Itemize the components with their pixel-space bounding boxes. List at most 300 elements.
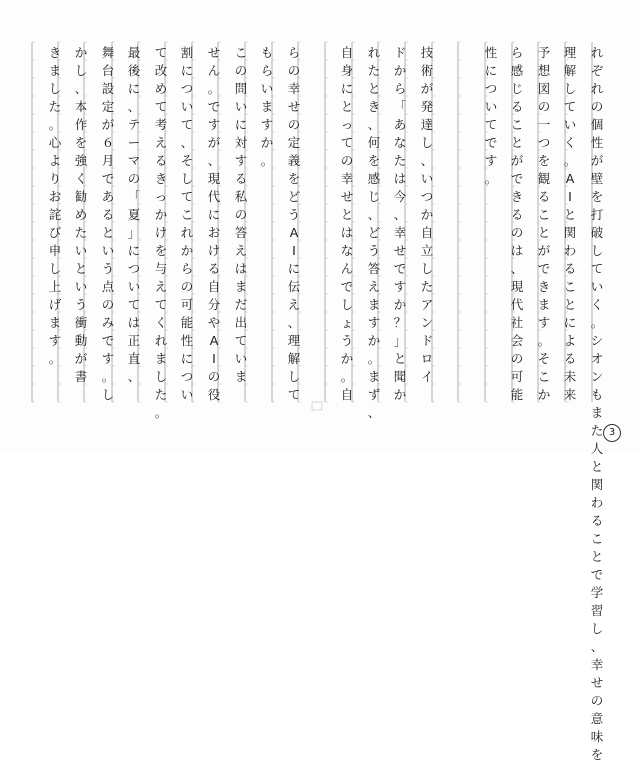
manuscript-character: ど	[287, 189, 301, 204]
manuscript-character: 役	[207, 387, 221, 402]
manuscript-character: る	[537, 189, 551, 204]
manuscript-character: や	[207, 315, 221, 330]
manuscript-character: し	[180, 171, 194, 186]
manuscript-character: ま	[537, 297, 551, 312]
manuscript-character: し	[590, 243, 604, 258]
manuscript-character: た	[74, 225, 88, 240]
manuscript-character: 。	[590, 315, 604, 330]
manuscript-character: ま	[48, 63, 62, 78]
manuscript-character: が	[420, 81, 434, 96]
manuscript-character: の	[287, 117, 301, 132]
manuscript-character: わ	[563, 243, 577, 258]
manuscript-character: 性	[484, 45, 498, 60]
manuscript-character: つ	[537, 135, 551, 150]
manuscript-character: い	[420, 171, 434, 186]
manuscript-character: 壁	[590, 171, 604, 186]
manuscript-character: す	[537, 315, 551, 330]
manuscript-character: た	[367, 63, 381, 78]
manuscript-character: て	[127, 297, 141, 312]
manuscript-character: っ	[154, 189, 168, 204]
manuscript-character: 想	[537, 63, 551, 78]
manuscript-character: I	[212, 351, 216, 366]
manuscript-character: 、	[207, 153, 221, 168]
manuscript-character: し	[154, 369, 168, 384]
manuscript-character: の	[590, 99, 604, 114]
manuscript-character: か	[180, 243, 194, 258]
manuscript-column	[561, 44, 579, 404]
manuscript-character: 、	[420, 153, 434, 168]
manuscript-character: く	[563, 135, 577, 150]
manuscript-character: 動	[74, 333, 88, 348]
manuscript-column	[232, 44, 250, 386]
manuscript-column	[99, 44, 117, 404]
manuscript-character: で	[590, 567, 604, 582]
manuscript-character: A	[565, 171, 575, 186]
manuscript-character: の	[510, 225, 524, 240]
manuscript-character: こ	[563, 279, 577, 294]
manuscript-character: 割	[180, 45, 194, 60]
manuscript-character: の	[101, 297, 115, 312]
manuscript-character: ６	[101, 135, 115, 150]
manuscript-character: 技	[420, 45, 434, 60]
manuscript-character: て	[154, 45, 168, 60]
manuscript-character: こ	[180, 207, 194, 222]
manuscript-character: 「	[393, 99, 407, 114]
manuscript-character: 答	[367, 261, 381, 276]
manuscript-character: を	[74, 135, 88, 150]
manuscript-character: を	[590, 747, 604, 762]
manuscript-character: の	[340, 153, 354, 168]
manuscript-character: 今	[393, 189, 407, 204]
manuscript-character: 。	[484, 171, 498, 186]
manuscript-character: て	[484, 117, 498, 132]
manuscript-character: の	[510, 351, 524, 366]
manuscript-character: 」	[393, 333, 407, 348]
manuscript-character: I	[568, 189, 572, 204]
manuscript-character: て	[180, 117, 194, 132]
manuscript-character: 感	[367, 171, 381, 186]
manuscript-character: い	[590, 279, 604, 294]
manuscript-character: 。	[207, 81, 221, 96]
manuscript-character: す	[101, 351, 115, 366]
manuscript-character: A	[289, 225, 299, 240]
manuscript-character: で	[537, 261, 551, 276]
manuscript-character: く	[154, 315, 168, 330]
manuscript-character: す	[260, 117, 274, 132]
manuscript-character: 本	[74, 99, 88, 114]
manuscript-character: る	[234, 171, 248, 186]
manuscript-character: い	[563, 117, 577, 132]
manuscript-character: と	[590, 459, 604, 474]
manuscript-character: て	[154, 297, 168, 312]
manuscript-character: う	[101, 261, 115, 276]
manuscript-column	[508, 44, 526, 404]
manuscript-character: ま	[154, 351, 168, 366]
manuscript-character: は	[393, 171, 407, 186]
manuscript-character: 理	[563, 45, 577, 60]
manuscript-character: 申	[48, 243, 62, 258]
manuscript-character: 図	[537, 81, 551, 96]
manuscript-character: 幸	[393, 225, 407, 240]
manuscript-character: て	[154, 99, 168, 114]
manuscript-character: が	[537, 243, 551, 258]
manuscript-character: 直	[127, 351, 141, 366]
manuscript-character: は	[127, 315, 141, 330]
manuscript-character: か	[74, 45, 88, 60]
manuscript-character: 月	[101, 153, 115, 168]
manuscript-character: と	[590, 549, 604, 564]
manuscript-character: に	[287, 261, 301, 276]
manuscript-character: 、	[287, 315, 301, 330]
manuscript-character: 幸	[340, 171, 354, 186]
manuscript-character: 、	[127, 99, 141, 114]
manuscript-character: ぞ	[590, 63, 604, 78]
manuscript-character: ド	[393, 45, 407, 60]
manuscript-character: い	[484, 99, 498, 114]
manuscript-character: み	[101, 315, 115, 330]
manuscript-character: そ	[180, 153, 194, 168]
manuscript-character: ず	[367, 387, 381, 402]
manuscript-character: た	[590, 423, 604, 438]
manuscript-character: こ	[537, 207, 551, 222]
manuscript-character: を	[590, 189, 604, 204]
manuscript-character: 舞	[101, 45, 115, 60]
manuscript-character: 達	[420, 117, 434, 132]
manuscript-character: め	[154, 81, 168, 96]
manuscript-character: の	[127, 171, 141, 186]
manuscript-character: 答	[234, 225, 248, 240]
manuscript-character: の	[537, 99, 551, 114]
manuscript-character: き	[48, 45, 62, 60]
manuscript-character: 、	[74, 81, 88, 96]
manuscript-character: で	[101, 171, 115, 186]
manuscript-character: ど	[367, 225, 381, 240]
manuscript-character: 」	[127, 225, 141, 240]
manuscript-character: 、	[393, 207, 407, 222]
manuscript-character: で	[340, 279, 354, 294]
center-mark	[312, 402, 322, 410]
manuscript-character: 性	[180, 333, 194, 348]
manuscript-character: を	[367, 153, 381, 168]
manuscript-character: ら	[393, 81, 407, 96]
manuscript-character: 自	[420, 225, 434, 240]
manuscript-character: に	[127, 81, 141, 96]
manuscript-character: は	[234, 261, 248, 276]
manuscript-character: こ	[510, 117, 524, 132]
manuscript-character: テ	[127, 117, 141, 132]
manuscript-character: 関	[590, 477, 604, 492]
manuscript-character: 解	[287, 351, 301, 366]
manuscript-character: と	[563, 207, 577, 222]
manuscript-character: し	[563, 81, 577, 96]
manuscript-character: よ	[48, 153, 62, 168]
manuscript-character: 未	[563, 369, 577, 384]
manuscript-character: わ	[590, 495, 604, 510]
manuscript-character: こ	[590, 531, 604, 546]
manuscript-character: 。	[154, 405, 168, 420]
manuscript-column	[258, 44, 276, 170]
manuscript-character: 解	[563, 63, 577, 78]
manuscript-character: 夏	[127, 207, 141, 222]
manuscript-character: し	[101, 387, 115, 402]
manuscript-character: れ	[154, 333, 168, 348]
manuscript-character: に	[234, 117, 248, 132]
manuscript-character: こ	[537, 369, 551, 384]
manuscript-character: 伝	[287, 279, 301, 294]
manuscript-character: る	[510, 99, 524, 114]
manuscript-character: す	[207, 117, 221, 132]
manuscript-column	[535, 44, 553, 404]
manuscript-character: せ	[340, 189, 354, 204]
manuscript-character: め	[74, 207, 88, 222]
manuscript-character: 考	[154, 117, 168, 132]
manuscript-character: 関	[563, 225, 577, 240]
manuscript-character: が	[74, 351, 88, 366]
manuscript-character: て	[287, 387, 301, 402]
manuscript-character: 味	[590, 729, 604, 744]
manuscript-character: と	[393, 351, 407, 366]
manuscript-character: り	[48, 171, 62, 186]
manuscript-column	[588, 44, 606, 764]
manuscript-character: ン	[420, 315, 434, 330]
manuscript-character: ら	[287, 45, 301, 60]
manuscript-character: 発	[420, 99, 434, 114]
manuscript-character: 代	[510, 297, 524, 312]
manuscript-character: け	[207, 243, 221, 258]
manuscript-character: ま	[367, 297, 381, 312]
manuscript-character: か	[420, 207, 434, 222]
manuscript-character: か	[154, 207, 168, 222]
manuscript-character: の	[590, 693, 604, 708]
manuscript-character: ー	[127, 135, 141, 150]
manuscript-character: 打	[590, 207, 604, 222]
manuscript-character: い	[180, 99, 194, 114]
manuscript-character: き	[154, 171, 168, 186]
manuscript-character: る	[510, 207, 524, 222]
manuscript-character: 私	[234, 189, 248, 204]
manuscript-character: れ	[590, 45, 604, 60]
manuscript-column	[391, 44, 409, 404]
manuscript-character: つ	[180, 81, 194, 96]
manuscript-character: で	[393, 261, 407, 276]
manuscript-character: て	[340, 135, 354, 150]
manuscript-character: 立	[420, 243, 434, 258]
manuscript-character: じ	[367, 189, 381, 204]
manuscript-character: 。	[537, 333, 551, 348]
manuscript-character: 自	[207, 279, 221, 294]
manuscript-character: る	[154, 153, 168, 168]
manuscript-character: 分	[207, 297, 221, 312]
manuscript-character: 、	[367, 207, 381, 222]
manuscript-column	[285, 44, 303, 404]
manuscript-character: し	[420, 135, 434, 150]
manuscript-character: 問	[234, 81, 248, 96]
manuscript-character: 破	[590, 225, 604, 240]
manuscript-character: ま	[48, 315, 62, 330]
manuscript-character: 理	[287, 333, 301, 348]
manuscript-character: す	[48, 333, 62, 348]
manuscript-character: 性	[590, 135, 604, 150]
manuscript-character: 強	[74, 153, 88, 168]
manuscript-character: と	[367, 81, 381, 96]
manuscript-character: 詫	[48, 207, 62, 222]
manuscript-character: に	[484, 63, 498, 78]
manuscript-character: い	[234, 99, 248, 114]
manuscript-character: と	[101, 225, 115, 240]
manuscript-character: た	[420, 279, 434, 294]
manuscript-character: ロ	[420, 351, 434, 366]
manuscript-character: 。	[340, 369, 354, 384]
manuscript-character: う	[74, 297, 88, 312]
manuscript-character: ら	[510, 45, 524, 60]
manuscript-character: 定	[101, 99, 115, 114]
manuscript-character: す	[234, 153, 248, 168]
manuscript-character: に	[180, 351, 194, 366]
manuscript-character: ょ	[340, 315, 354, 330]
manuscript-character: 上	[48, 279, 62, 294]
manuscript-character: き	[510, 189, 524, 204]
manuscript-character: な	[340, 243, 354, 258]
manuscript-character: え	[154, 135, 168, 150]
manuscript-character: し	[590, 621, 604, 636]
manuscript-character: 勧	[74, 189, 88, 204]
manuscript-character: て	[590, 261, 604, 276]
manuscript-character: 対	[234, 135, 248, 150]
manuscript-character: 後	[127, 63, 141, 78]
manuscript-character: 。	[48, 117, 62, 132]
manuscript-column	[482, 44, 500, 188]
manuscript-character: 人	[590, 441, 604, 456]
manuscript-character: 意	[590, 711, 604, 726]
manuscript-character: 設	[101, 81, 115, 96]
manuscript-character: 。	[260, 153, 274, 168]
manuscript-character: て	[563, 99, 577, 114]
manuscript-character: せ	[393, 243, 407, 258]
manuscript-character: い	[74, 279, 88, 294]
manuscript-character: 、	[510, 261, 524, 276]
manuscript-character: ？	[393, 315, 407, 330]
manuscript-character: い	[74, 243, 88, 258]
manuscript-character: を	[287, 171, 301, 186]
manuscript-character: 、	[590, 639, 604, 654]
manuscript-character: い	[180, 387, 194, 402]
manuscript-character: 来	[563, 387, 577, 402]
manuscript-character: え	[234, 243, 248, 258]
manuscript-character: っ	[340, 117, 354, 132]
manuscript-character: 。	[563, 153, 577, 168]
manuscript-character: て	[234, 333, 248, 348]
manuscript-character: オ	[590, 351, 604, 366]
manuscript-character: 可	[510, 369, 524, 384]
manuscript-character: ま	[234, 279, 248, 294]
manuscript-character: し	[48, 81, 62, 96]
manuscript-character: あ	[101, 189, 115, 204]
manuscript-character: の	[287, 63, 301, 78]
manuscript-character: か	[393, 63, 407, 78]
manuscript-character: 何	[367, 135, 381, 150]
manuscript-character: つ	[127, 261, 141, 276]
manuscript-character: だ	[234, 297, 248, 312]
manuscript-character: 、	[367, 117, 381, 132]
manuscript-character: う	[367, 243, 381, 258]
manuscript-character: ら	[180, 261, 194, 276]
manuscript-character: 一	[537, 117, 551, 132]
manuscript-character: で	[207, 99, 221, 114]
manuscript-character: し	[74, 63, 88, 78]
manuscript-character: ん	[207, 63, 221, 78]
manuscript-column	[72, 44, 90, 386]
manuscript-character: て	[180, 189, 194, 204]
manuscript-character: が	[510, 153, 524, 168]
manuscript-character: シ	[590, 333, 604, 348]
manuscript-character: 定	[287, 135, 301, 150]
manuscript-character: あ	[393, 117, 407, 132]
manuscript-character: か	[537, 387, 551, 402]
manuscript-character: つ	[180, 369, 194, 384]
manuscript-character: ン	[590, 369, 604, 384]
manuscript-character: 会	[510, 333, 524, 348]
manuscript-character: た	[48, 99, 62, 114]
manuscript-character: ま	[234, 369, 248, 384]
manuscript-character: 衝	[74, 315, 88, 330]
manuscript-character: 可	[180, 297, 194, 312]
manuscript-character: と	[74, 261, 88, 276]
manuscript-character: に	[180, 63, 194, 78]
manuscript-character: よ	[563, 333, 577, 348]
manuscript-character: ら	[260, 63, 274, 78]
manuscript-character: 、	[180, 135, 194, 150]
manuscript-character: す	[393, 279, 407, 294]
manuscript-character: の	[180, 279, 194, 294]
manuscript-character: ま	[260, 99, 274, 114]
manuscript-character: 義	[287, 153, 301, 168]
manuscript-character: I	[292, 243, 296, 258]
manuscript-character: に	[340, 81, 354, 96]
manuscript-character: が	[207, 135, 221, 150]
manuscript-character: け	[154, 225, 168, 240]
manuscript-character: つ	[484, 81, 498, 96]
manuscript-column	[418, 44, 436, 386]
manuscript-character: る	[563, 261, 577, 276]
manuscript-character: し	[420, 261, 434, 276]
manuscript-character: で	[101, 333, 115, 348]
manuscript-character: え	[287, 297, 301, 312]
manuscript-character: 能	[510, 387, 524, 402]
manuscript-character: 。	[101, 369, 115, 384]
manuscript-character: ま	[367, 369, 381, 384]
manuscript-character: は	[510, 243, 524, 258]
manuscript-character: る	[101, 207, 115, 222]
manuscript-character: 予	[537, 45, 551, 60]
manuscript-character: A	[209, 333, 219, 348]
manuscript-character: 代	[207, 189, 221, 204]
manuscript-character: 感	[510, 63, 524, 78]
manuscript-character: か	[393, 297, 407, 312]
manuscript-character: お	[48, 189, 62, 204]
manuscript-character: き	[537, 279, 551, 294]
manuscript-character: で	[484, 135, 498, 150]
manuscript-character: か	[367, 333, 381, 348]
manuscript-character: 台	[101, 63, 115, 78]
manuscript-character: 「	[127, 189, 141, 204]
manuscript-character: そ	[537, 351, 551, 366]
manuscript-character: る	[563, 351, 577, 366]
manuscript-character: ん	[340, 261, 354, 276]
manuscript-character: せ	[207, 45, 221, 60]
manuscript-character: 作	[74, 117, 88, 132]
manuscript-character: い	[101, 243, 115, 258]
manuscript-character: 観	[537, 171, 551, 186]
